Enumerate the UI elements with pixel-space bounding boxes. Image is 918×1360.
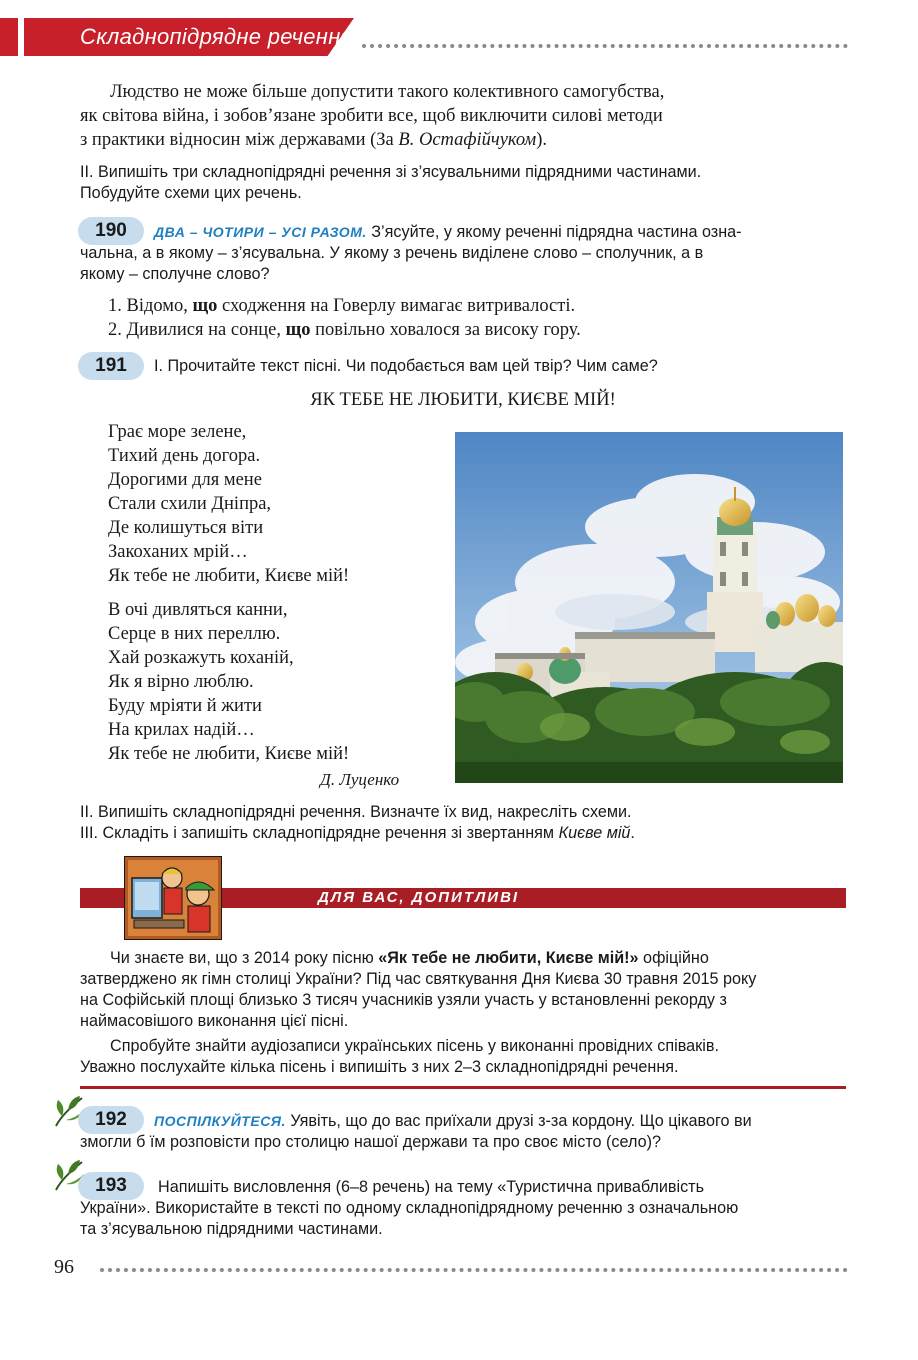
poem-author: Д. Луценко (320, 770, 400, 789)
exercise-191-task-3 (80, 823, 846, 844)
poem-line: Стали схили Дніпра, (108, 494, 272, 514)
task-3-italic: Києве мій (558, 824, 631, 842)
page-number: 96 (54, 1256, 74, 1278)
list-item-text: Відомо, (126, 296, 193, 316)
list-item (108, 318, 848, 342)
exercise-190-line-3: якому – сполучне слово? (80, 265, 270, 283)
exercise-193-line-2: України». Використайте в тексті по одному складнопідрядному реченню з означальною (80, 1199, 739, 1217)
header-accent-bar (0, 18, 18, 56)
curious-text: Чи знаєте ви, що з 2014 року пісню (110, 949, 379, 967)
exercise-193-text (80, 1177, 846, 1240)
exercise-192-label: ПОСПІЛКУЙТЕСЯ. (154, 1113, 286, 1129)
intro-line-1: Людство не може більше допустити такого колективного самогубства, (110, 82, 665, 102)
exercise-192-text (80, 1111, 846, 1153)
intro-line-3 (80, 128, 846, 152)
header-dotted-line (362, 44, 848, 48)
poem-line: Де колишуться віти (108, 518, 264, 538)
poem-line: Як тебе не любити, Києве мій! (108, 566, 350, 586)
intro-line-2: як світова війна, і зобов’язане зробити все, щоб виключити силові методи (80, 106, 663, 126)
list-item-text: сходження на Говерлу вимагає витривалості. (217, 296, 576, 316)
list-item-number: 2. (108, 320, 122, 340)
task-3-prefix: ІІІ. Складіть і запишіть складнопідрядне речення зі звертанням (80, 824, 559, 842)
song-title: ЯК ТЕБЕ НЕ ЛЮБИТИ, КИЄВЕ МІЙ! (310, 390, 616, 410)
exercise-192-line-2: змогли б їм розповісти про столицю нашої держави та про своє місто (село)? (80, 1133, 662, 1151)
section-divider (80, 1086, 846, 1089)
list-item-number: 1. (108, 296, 122, 316)
highlighted-word: що (192, 296, 218, 316)
curious-paragraph-1 (80, 948, 846, 1032)
poem-line: В очі дивляться канни, (108, 600, 288, 620)
intro-paragraph (80, 80, 846, 152)
section-title: Складнопідрядне речення (80, 24, 353, 49)
intro-author: В. Остафійчуком (398, 130, 537, 150)
exercise-190-text (80, 222, 846, 285)
exercise-190-label: ДВА – ЧОТИРИ – УСІ РАЗОМ. (154, 224, 367, 240)
highlighted-word: що (285, 320, 311, 340)
list-item (108, 294, 848, 318)
song-name-bold: «Як тебе не любити, Києве мій!» (378, 949, 639, 967)
poem-line: Як я вірно люблю. (108, 672, 254, 692)
intro-line-3-prefix: з практики відносин між державами (За (80, 130, 399, 150)
curious-text: Спробуйте знайти аудіозаписи українських пісень у виконанні провідних співаків. (110, 1037, 719, 1055)
exercise-190-line-1: З’ясуйте, у якому реченні підрядна частина озна- (371, 223, 742, 241)
intro-line-3-suffix: ). (536, 130, 548, 150)
poem-line: Хай розкажуть коханій, (108, 648, 294, 668)
exercise-193-line-3: та з’ясувальною підрядними частинами. (80, 1220, 383, 1238)
poem-line: Закоханих мрій… (108, 542, 248, 562)
curious-text: наймасовішого виконання цієї пісні. (80, 1012, 349, 1030)
poem-line: На крилах надій… (108, 720, 255, 740)
poem-line: Як тебе не любити, Києве мій! (108, 744, 350, 764)
list-item-text: Дивилися на сонце, (126, 320, 286, 340)
task-3-suffix: . (630, 824, 635, 842)
curious-text: затверджено як гімн столиці України? Під час святкування Дня Києва 30 травня 2015 року (80, 970, 757, 988)
poem-line: Тихий день догора. (108, 446, 261, 466)
exercise-191-task: І. Прочитайте текст пісні. Чи подобається вам цей твір? Чим саме? (154, 357, 658, 375)
exercise-190-line-2: чальна, а в якому – з’ясувальна. У якому з речень виділене слово – сполучник, а в (80, 244, 704, 262)
kyiv-lavra-photo (455, 432, 843, 783)
list-item-text: повільно ховалося за високу гору. (310, 320, 581, 340)
poem-line: Дорогими для мене (108, 470, 262, 490)
exercise-191-badge: 191 (78, 352, 144, 380)
poem-stanza-1 (108, 420, 349, 588)
poem-line: Буду мріяти й жити (108, 696, 262, 716)
exercise-192-line-1: Уявіть, що до вас приїхали друзі з-за кордону. Що цікавого ви (290, 1112, 752, 1130)
exercise-191-task-2: ІІ. Випишіть складнопідрядні речення. Визначте їх вид, накресліть схеми. (80, 803, 632, 821)
exercise-190-badge: 190 (78, 217, 144, 245)
kids-computer-icon (124, 856, 222, 940)
poem-line: Серце в них переллю. (108, 624, 281, 644)
exercise-192-badge: 192 (78, 1106, 144, 1134)
exercise-193-line-1: Напишіть висловлення (6–8 речень) на тему «Туристична привабливість (158, 1178, 705, 1196)
curious-text: на Софійській площі близько 3 тисяч учасників узяли участь у встановленні рекорду з (80, 991, 727, 1009)
exercise-193-badge: 193 (78, 1172, 144, 1200)
poem-stanza-2 (108, 598, 349, 766)
curious-text: Уважно послухайте кілька пісень і випишіть з них 2–3 складнопідрядні речення. (80, 1058, 679, 1076)
exercise-191-followup (80, 802, 846, 844)
intro-task (80, 162, 846, 204)
curious-paragraph-2 (80, 1036, 846, 1078)
intro-task-line-1: ІІ. Випишіть три складнопідрядні речення зі з’ясувальними підрядними частинами. (80, 163, 702, 181)
intro-task-line-2: Побудуйте схеми цих речень. (80, 184, 302, 202)
footer-dotted-line (100, 1268, 848, 1272)
poem-line: Грає море зелене, (108, 422, 247, 442)
curious-banner-title: ДЛЯ ВАС, ДОПИТЛИВІ (318, 889, 520, 906)
curious-text: офіційно (638, 949, 709, 967)
exercise-190-list (108, 294, 848, 342)
